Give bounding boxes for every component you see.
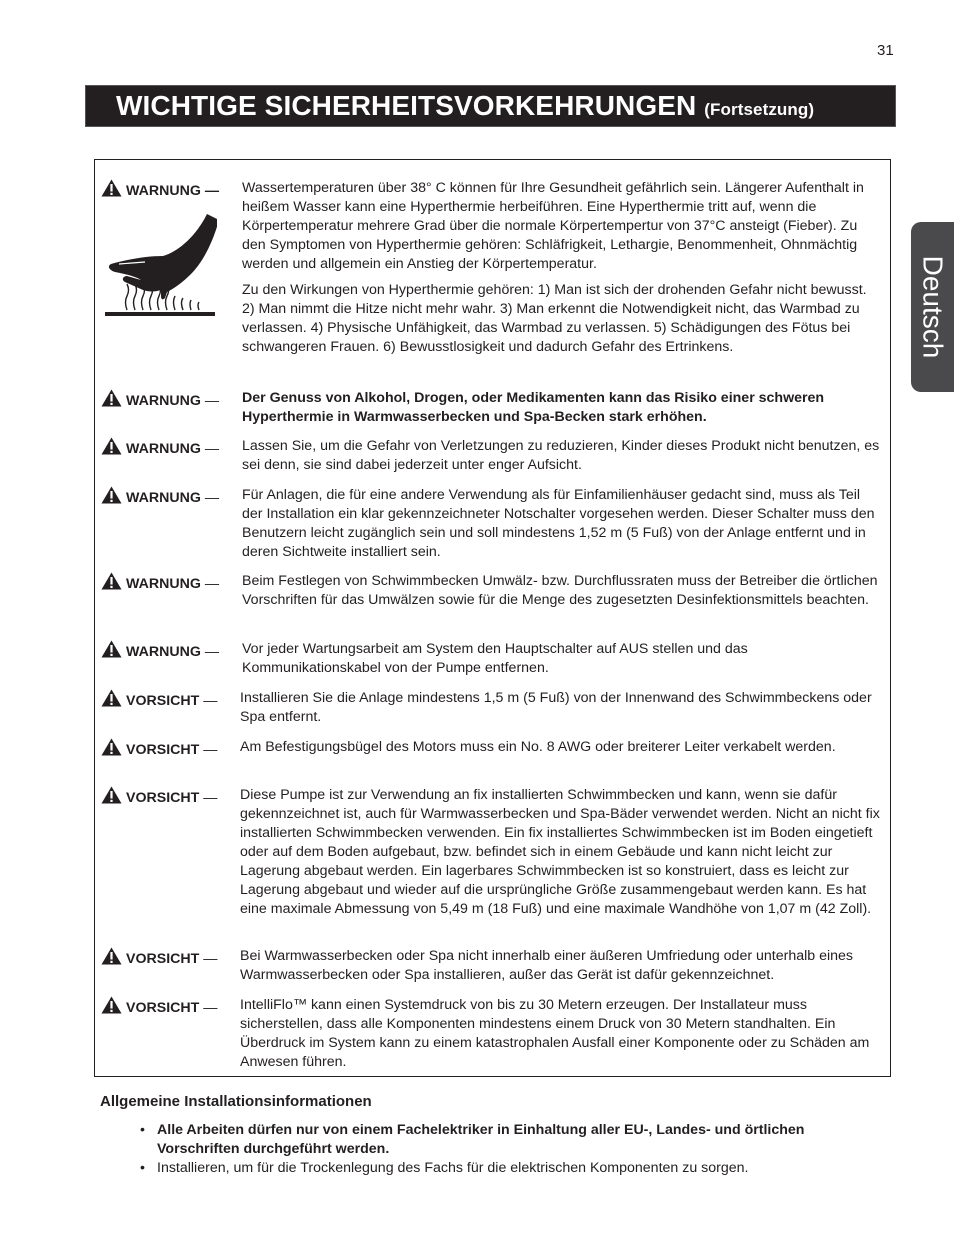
label-dash: — (199, 693, 218, 709)
warning-label (101, 689, 217, 711)
warning-label-text: WARNUNG (126, 490, 201, 506)
bullet-item (140, 1159, 840, 1178)
bullet-text: Installieren, um für die Trockenlegung des Fachs für die elektrischen Komponenten zu sorgen. (157, 1160, 749, 1176)
warning-paragraph: Zu den Wirkungen von Hyperthermie gehören: 1) Man ist sich der drohenden Gefahr nicht bewusst. 2) Man nimmt die Hitze nicht mehr wahr. 3) Man erkennt die Notwendigkeit nicht, das Warmbad zu verlassen. 4) Physische Unfähigkeit, das Warmbad zu verlassen. 5) Schädigungen des Fötus bei schwangeren Frauen. 6) Bewusstlosigkeit und dadurch Gefahr des Ertrinkens. (242, 282, 867, 355)
label-dash: — (200, 490, 220, 506)
warning-text (242, 572, 882, 610)
warning-text (242, 486, 882, 562)
bullet-text: Alle Arbeiten dürfen nur von einem Fachelektriker in Einhaltung aller EU-, Landes- und örtlichen Vorschriften durchgeführt werden. (157, 1122, 805, 1157)
label-dash: — (199, 951, 218, 967)
warning-text (240, 738, 882, 757)
warning-label-text: WARNUNG (126, 644, 201, 660)
warning-triangle-icon (101, 786, 122, 804)
warning-paragraph: Diese Pumpe ist zur Verwendung an fix installierten Schwimmbecken und kann, wenn sie dafür gekennzeichnet ist, auch für Warmwasserbecken und Spa-Bäder verwendet werden. Nicht an nicht fix installierten Schwimmbecken verwenden. Ein fix installiertes Schwimmbecken ist im Boden eingetieft oder auf dem Boden aufgebaut, bzw. befindet sich in einem Gebäude und kann nicht leicht zur Lagerung abgebaut werden. Ein lagerbares Schwimmbecken ist so konstruiert, dass es leicht zur Lagerung abgebaut und wieder auf die ursprüngliche Größe zusammengebaut werden kann. Es hat eine maximale Abmessung von 5,49 m (18 Fuß) und eine maximale Wandhöhe von 1,07 m (42 Zoll). (240, 787, 880, 917)
warning-label-text: VORSICHT (126, 790, 200, 806)
warning-text (240, 689, 882, 727)
warning-paragraph: Lassen Sie, um die Gefahr von Verletzungen zu reduzieren, Kinder dieses Produkt nicht benutzen, es sei denn, sie sind dabei jederzeit unter enger Aufsicht. (242, 438, 880, 473)
header-title-text: WICHTIGE SICHERHEITSVORKEHRUNGEN (116, 90, 697, 121)
warning-label (101, 996, 217, 1018)
warning-label-text: VORSICHT (126, 1000, 200, 1016)
warning-label (101, 486, 219, 508)
hot-water-hand-icon (105, 212, 217, 324)
label-dash: — (200, 441, 220, 457)
header-title (116, 90, 814, 122)
warning-triangle-icon (101, 640, 122, 658)
warning-paragraph: Am Befestigungsbügel des Motors muss ein No. 8 AWG oder breiterer Leiter verkabelt werden. (240, 739, 836, 755)
warning-text (242, 179, 882, 357)
warning-triangle-icon (101, 996, 122, 1014)
warning-label (101, 947, 217, 969)
warning-label (101, 572, 219, 594)
warning-text (242, 437, 882, 475)
warning-paragraph: Der Genuss von Alkohol, Drogen, oder Medikamenten kann das Risiko einer schweren Hyperthermie in Warmwasserbecken und Spa-Becken stark erhöhen. (242, 390, 825, 425)
language-tab-label: Deutsch (917, 255, 949, 359)
warning-label (101, 786, 217, 808)
warning-text (240, 786, 882, 919)
label-dash: — (200, 393, 220, 409)
warning-label (101, 179, 219, 201)
warning-paragraph: Bei Warmwasserbecken oder Spa nicht innerhalb einer äußeren Umfriedung oder unterhalb eines Warmwasserbecken oder Spa installieren, außer das Gerät ist dafür gekennzeichnet. (240, 948, 854, 983)
warning-paragraph: Installieren Sie die Anlage mindestens 1,5 m (5 Fuß) von der Innenwand des Schwimmbeckens oder Spa entfernt. (240, 690, 872, 725)
warning-triangle-icon (101, 179, 122, 197)
warning-label-text: WARNUNG — (126, 183, 220, 199)
warning-label (101, 640, 219, 662)
label-dash: — (199, 790, 218, 806)
warning-triangle-icon (101, 947, 122, 965)
warning-text (242, 389, 882, 427)
warning-text (242, 640, 882, 678)
warning-label (101, 437, 219, 459)
warning-text (240, 996, 882, 1072)
warning-triangle-icon (101, 437, 122, 455)
warning-label-text: VORSICHT (126, 742, 200, 758)
label-dash: — (199, 742, 218, 758)
label-dash: — (200, 576, 220, 592)
label-dash: — (200, 644, 220, 660)
warning-label-text: WARNUNG (126, 576, 201, 592)
warning-triangle-icon (101, 389, 122, 407)
language-tab (911, 222, 954, 392)
warning-paragraph: IntelliFlo™ kann einen Systemdruck von bis zu 30 Metern erzeugen. Der Installateur muss sicherstellen, dass alle Komponenten mindestens einem Druck von 30 Metern standhalten. Ein Überdruck im System kann zu einem katastrophalen Ausfall einer Komponente oder zu Schäden am Anwesen führen. (240, 997, 870, 1070)
warning-triangle-icon (101, 738, 122, 756)
bullet-item (140, 1121, 840, 1159)
warning-paragraph: Für Anlagen, die für eine andere Verwendung als für Einfamilienhäuser gedacht sind, muss als Teil der Installation ein klar gekennzeichneter Notschalter vorgesehen werden. Dieser Schalter muss den Benutzern leicht zugänglich sein und soll mindestens 1,52 m (5 Fuß) von der Anlage entfernt und in deren Sichtweite installiert sein. (242, 487, 875, 560)
warnings-box (94, 159, 891, 1077)
page-number: 31 (877, 42, 894, 59)
warning-label (101, 389, 219, 411)
section-title: Allgemeine Installationsinformationen (100, 1093, 372, 1110)
warning-paragraph: Beim Festlegen von Schwimmbecken Umwälz- bzw. Durchflussraten muss der Betreiber die örtlichen Vorschriften für das Umwälzen sowie für die Menge des zugesetzten Desinfektionsmittels beachten. (242, 573, 878, 608)
warning-paragraph: Vor jeder Wartungsarbeit am System den Hauptschalter auf AUS stellen und das Kommunikationskabel von der Pumpe entfernen. (242, 641, 748, 676)
warning-label-text: VORSICHT (126, 693, 200, 709)
warning-triangle-icon (101, 486, 122, 504)
bullet-list (140, 1121, 840, 1178)
header-subtitle: (Fortsetzung) (704, 100, 815, 119)
bullet-dot: • (140, 1122, 145, 1138)
warning-label-text: WARNUNG (126, 393, 201, 409)
warning-label-text: WARNUNG (126, 441, 201, 457)
label-dash: — (199, 1000, 218, 1016)
warning-triangle-icon (101, 572, 122, 590)
warning-paragraph: Wassertemperaturen über 38° C können für Ihre Gesundheit gefährlich sein. Längerer Aufenthalt in heißem Wasser kann eine Hyperthermie herbeiführen. Eine Hyperthermie tritt auf, wenn die Körpertemperatur mehrere Grad über die normale Körpertempertur von 37°C ansteigt (Fieber). Zu den Symptomen von Hyperthermie gehören: Schläfrigkeit, Lethargie, Benommenheit, Ohnmächtig werden und allgemein ein Anstieg der Körpertemperatur. (242, 180, 864, 272)
warning-label (101, 738, 217, 760)
warning-triangle-icon (101, 689, 122, 707)
section-header (85, 85, 896, 127)
warning-text (240, 947, 882, 985)
bullet-dot: • (140, 1160, 145, 1176)
warning-label-text: VORSICHT (126, 951, 200, 967)
